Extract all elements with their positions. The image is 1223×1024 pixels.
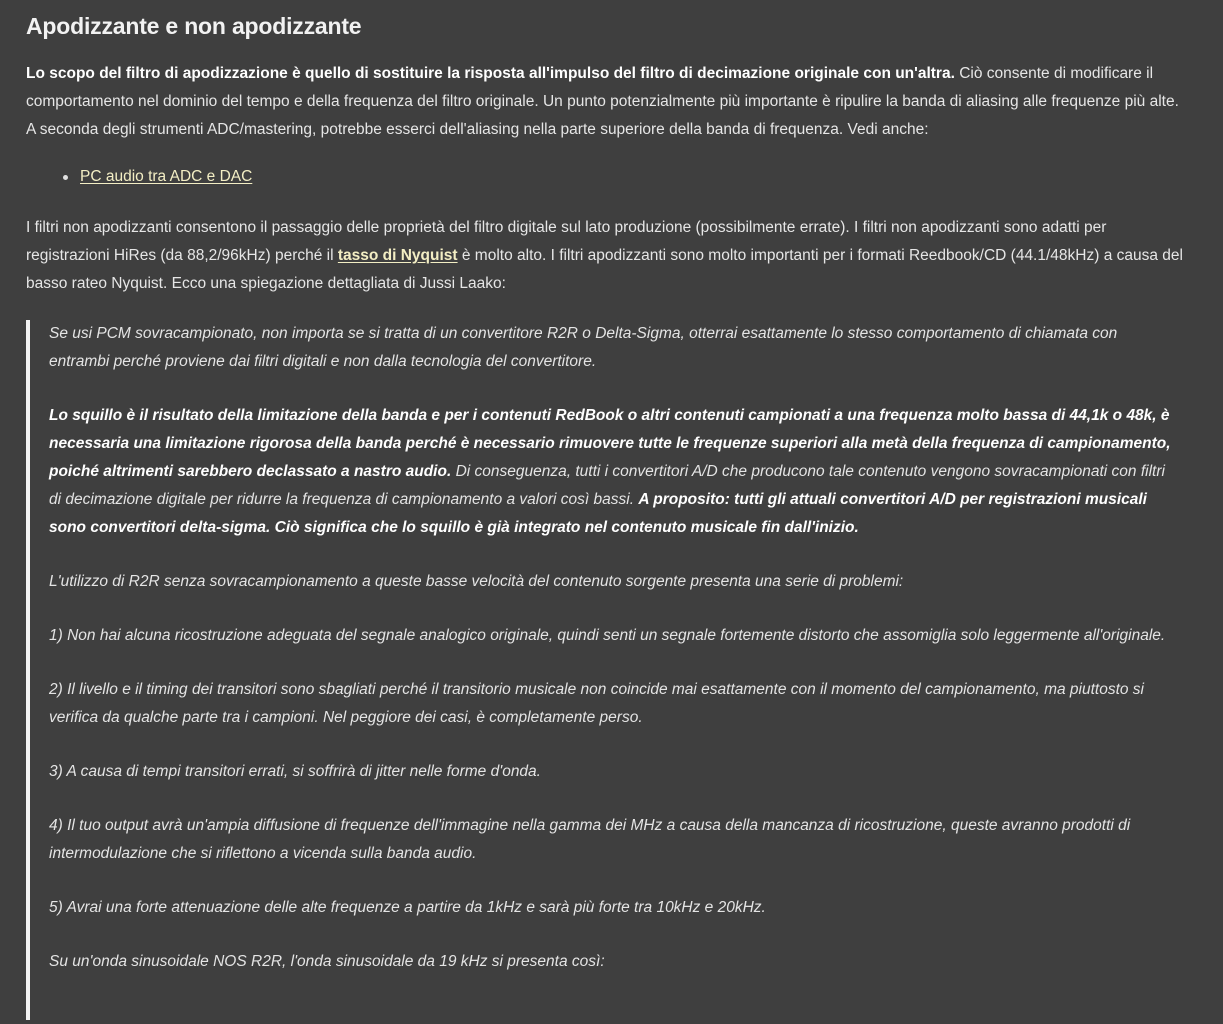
- quote-bold-2: A proposito: tutti gli attuali convertitori A/D per registrazioni musicali sono convertitori delta-sigma. Ciò significa che lo squillo è già integrato nel contenuto musicale fin dall'inizio.: [49, 491, 1147, 536]
- link-pc-audio[interactable]: PC audio tra ADC e DAC: [80, 168, 253, 185]
- quote-paragraph-8: 5) Avrai una forte attenuazione delle alte frequenze a partire da 1kHz e sarà più forte tra 10kHz e 20kHz.: [49, 899, 766, 916]
- quote-paragraph-4: 1) Non hai alcuna ricostruzione adeguata del segnale analogico originale, quindi senti un segnale fortemente distorto che assomiglia solo leggermente all'originale.: [49, 627, 1166, 644]
- quote-paragraph-7: 4) Il tuo output avrà un'ampia diffusione di frequenze dell'immagine nella gamma dei MHz a causa della mancanza di ricostruzione, queste avranno prodotti di intermodulazione che si riflettono a vicenda sulla banda audio.: [49, 817, 1131, 862]
- quote-text-2: Di conseguenza, tutti i convertitori A/D che producono tale contenuto vengono sovracampionati con filtri di decimazione digitale per ridurre la frequenza di campionamento a valori così bassi.: [49, 463, 1165, 508]
- quote-paragraph-9: Su un'onda sinusoidale NOS R2R, l'onda sinusoidale da 19 kHz si presenta così:: [49, 953, 605, 970]
- section-heading: Apodizzante e non apodizzante: [26, 13, 362, 39]
- filters-text-before: I filtri non apodizzanti consentono il passaggio delle proprietà del filtro digitale sul lato produzione (possibilmente errate). I filtri non apodizzanti sono adatti per registrazioni HiRes (da 88,2/96kHz) perché il: [26, 219, 1107, 264]
- quote-jussi-laako: [26, 320, 1171, 1020]
- intro-paragraph: [26, 60, 1186, 144]
- link-nyquist-rate[interactable]: tasso di Nyquist: [337, 247, 458, 264]
- filters-text-after: è molto alto. I filtri apodizzanti sono molto importanti per i formati Reedbook/CD (44.1/48kHz) a causa del basso rateo Nyquist. Ecco una spiegazione dettagliata di Jussi Laako:: [26, 247, 1183, 292]
- quote-paragraph-6: 3) A causa di tempi transitori errati, si soffrirà di jitter nelle forme d'onda.: [49, 763, 541, 780]
- see-also-list: [26, 163, 1223, 191]
- quote-paragraph-1: Se usi PCM sovracampionato, non importa se si tratta di un convertitore R2R o Delta-Sigma, otterrai esattamente lo stesso comportamento di chiamata con entrambi perché proviene dai filtri digitali e non dalla tecnologia del convertitore.: [49, 325, 1118, 370]
- list-item: [80, 163, 1223, 191]
- intro-bold-sentence: Lo scopo del filtro di apodizzazione è quello di sostituire la risposta all'impulso del filtro di decimazione originale con un'altra.: [26, 65, 955, 82]
- filters-paragraph: [26, 214, 1186, 298]
- intro-text: Ciò consente di modificare il comportamento nel dominio del tempo e della frequenza del filtro originale. Un punto potenzialmente più importante è ripulire la banda di aliasing alle frequenze più alte. A seconda degli strumenti ADC/mastering, potrebbe esserci dell'aliasing nella parte superiore della banda di frequenza. Vedi anche:: [26, 65, 1179, 138]
- quote-paragraph-2: [49, 402, 1171, 542]
- quote-paragraph-5: 2) Il livello e il timing dei transitori sono sbagliati perché il transitorio musicale non coincide mai esattamente con il momento del campionamento, ma piuttosto si verifica da qualche parte tra i campioni. Nel peggiore dei casi, è completamente perso.: [49, 681, 1144, 726]
- quote-bold-1: Lo squillo è il risultato della limitazione della banda e per i contenuti RedBook o altri contenuti campionati a una frequenza molto bassa di 44,1k o 48k, è necessaria una limitazione rigorosa della banda perché è necessario rimuovere tutte le frequenze superiori alla metà della frequenza di campionamento, poiché altrimenti sarebbero declassato a nastro audio.: [49, 407, 1171, 480]
- quote-paragraph-3: L'utilizzo di R2R senza sovracampionamento a queste basse velocità del contenuto sorgente presenta una serie di problemi:: [49, 573, 904, 590]
